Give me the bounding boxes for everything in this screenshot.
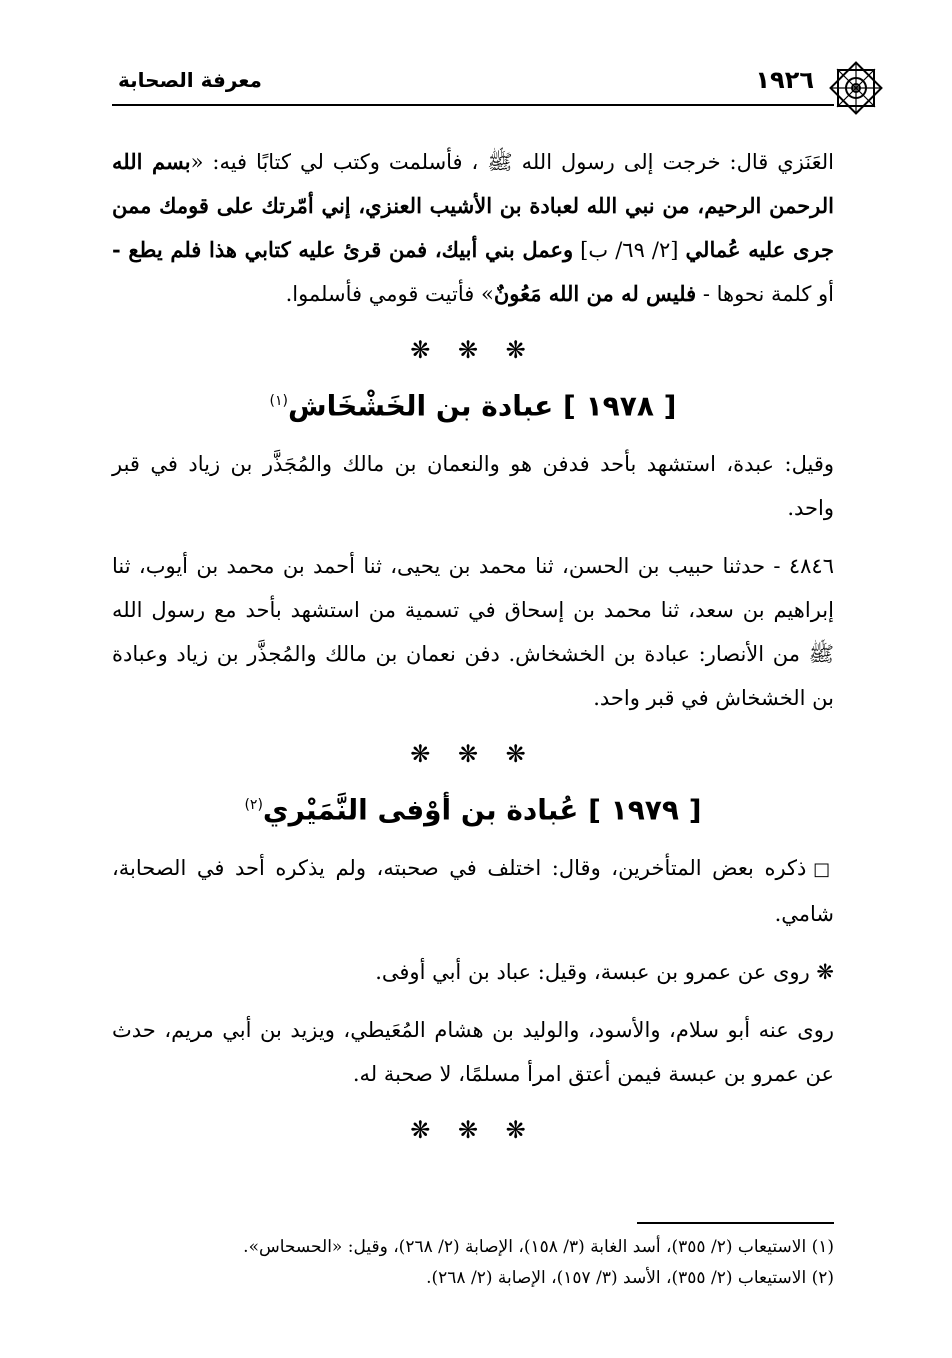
intro-ending: » فأتيت قومي فأسلموا. bbox=[285, 282, 494, 306]
intro-paragraph bbox=[112, 140, 834, 316]
running-header bbox=[112, 62, 834, 106]
entry-title-1978 bbox=[112, 376, 834, 426]
footnote-mark: (١) bbox=[269, 393, 288, 409]
footnote-mark: (٢) bbox=[244, 797, 263, 813]
intro-text: العَنَزي قال: خرجت إلى رسول الله ﷺ ، فأسلمت وكتب لي كتابًا فيه: « bbox=[190, 150, 834, 174]
footnote-rule bbox=[637, 1222, 834, 1224]
intro-letter-text-3: فليس له من الله مَعُونٌ bbox=[493, 281, 697, 306]
entry-1978-paragraph-1: وقيل: عبدة، استشهد بأحد فدفن هو والنعمان بن مالك والمُجَذَّر بن زياد في قبر واحد. bbox=[112, 452, 834, 520]
entry-title-text: [ ١٩٧٩ ] عُبادة بن أوْفى النَّمَيْري bbox=[262, 793, 702, 827]
square-marker-icon: □ bbox=[813, 859, 834, 880]
section-separator: ❋ ❋ ❋ bbox=[410, 1116, 536, 1144]
footnotes bbox=[112, 1232, 834, 1294]
footnote-1: (١) الاستيعاب (٢/ ٣٥٥)، أسد الغابة (٣/ ١٥٨)، الإصابة (٢/ ٢٦٨)، وقيل: «الحسحاس». bbox=[243, 1237, 834, 1257]
entry-title-1979 bbox=[112, 780, 834, 830]
intro-letter-text: بسم الله الرحمن الرحيم، من نبي الله لعبادة بن الأشيب العنزي، إني أمّرتك على قومك ممن جرى عليه عُمالي bbox=[112, 149, 834, 262]
footnote-2: (٢) الاستيعاب (٢/ ٣٥٥)، الأسد (٣/ ١٥٧)، الإصابة (٢/ ٢٦٨). bbox=[426, 1268, 834, 1288]
main-text bbox=[112, 140, 834, 1156]
manuscript-ref: [٢/ ٦٩/ ب] bbox=[573, 238, 686, 262]
intro-letter-text-2: وعمل بني أبيك، فمن قرئ عليه كتابي هذا فلم يطع - bbox=[112, 237, 574, 262]
decorative-ornament-icon bbox=[826, 58, 886, 118]
section-separator: ❋ ❋ ❋ bbox=[410, 740, 536, 768]
intro-aside: أو كلمة نحوها - bbox=[696, 282, 834, 306]
header-rule bbox=[112, 104, 834, 106]
page-number: ١٩٢٦ bbox=[755, 66, 814, 94]
entry-1979-paragraph-1-text: ذكره بعض المتأخرين، وقال: اختلف في صحبته، ولم يذكره أحد في الصحابة، شامي. bbox=[112, 856, 834, 926]
entry-1979-paragraph-3: روى عنه أبو سلام، والأسود، والوليد بن هشام المُعَيطي، ويزيد بن أبي مريم، حدث عن عمرو بن عبسة فيمن أعتق امرأ مسلمًا، لا صحبة له. bbox=[112, 1018, 834, 1086]
hadith-4846-paragraph: ٤٨٤٦ - حدثنا حبيب بن الحسن، ثنا محمد بن يحيى، ثنا أحمد بن محمد بن أيوب، ثنا إبراهيم بن سعد، ثنا محمد بن إسحاق في تسمية من استشهد بأحد مع رسول الله ﷺ من الأنصار: عبادة بن الخشخاش. دفن نعمان بن مالك والمُجذَّر بن زياد وعبادة بن الخشخاش في قبر واحد. bbox=[112, 554, 834, 710]
entry-1979-paragraph-2: ❋ روى عن عمرو بن عبسة، وقيل: عباد بن أبي أوفى. bbox=[375, 960, 834, 984]
running-title: معرفة الصحابة bbox=[118, 68, 262, 92]
section-separator: ❋ ❋ ❋ bbox=[410, 336, 536, 364]
entry-title-text: [ ١٩٧٨ ] عبادة بن الخَشْخَاش bbox=[287, 389, 677, 423]
entry-1979-paragraph-1 bbox=[112, 846, 834, 936]
